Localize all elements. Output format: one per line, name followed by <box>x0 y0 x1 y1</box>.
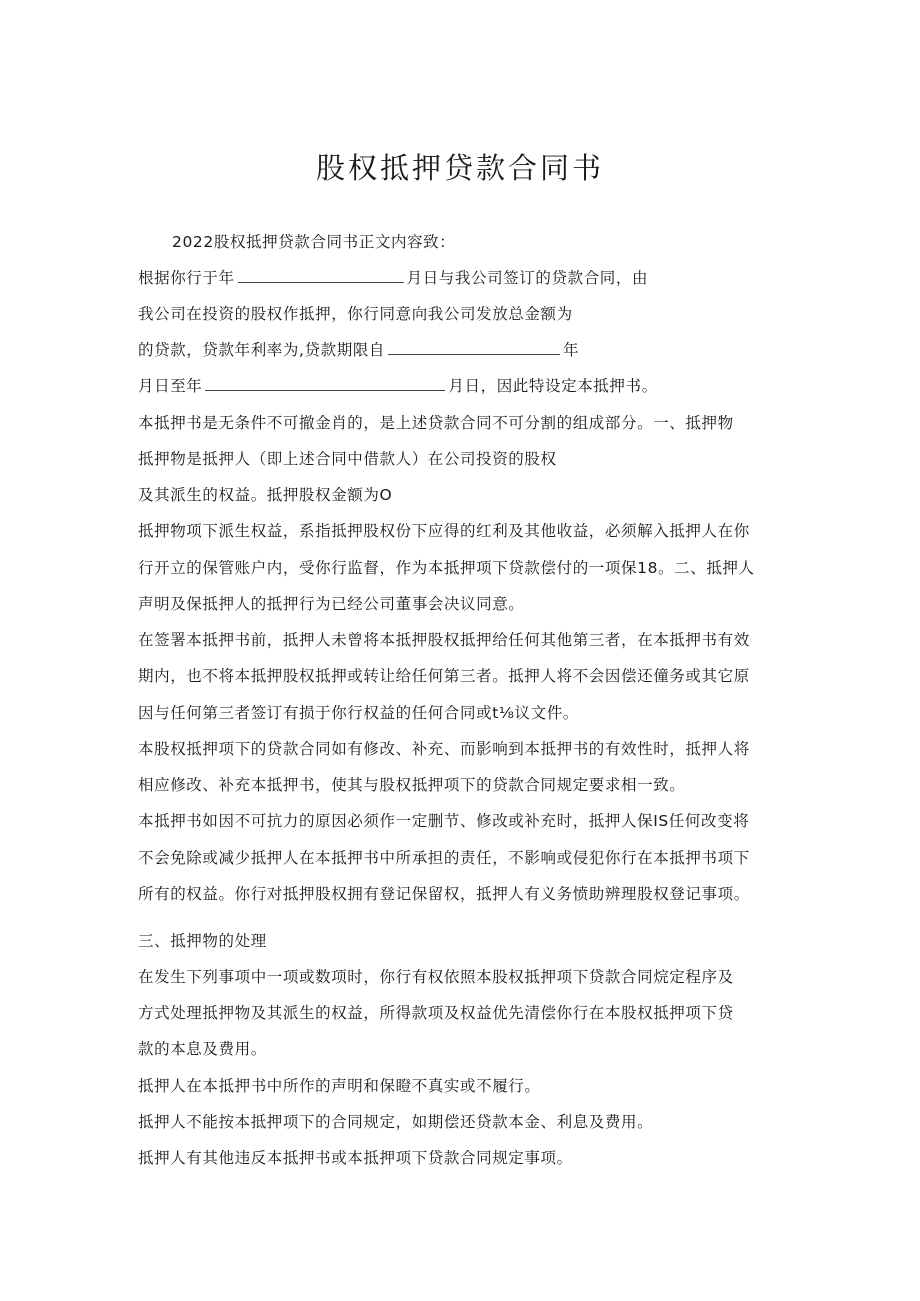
intro-line: 2022股权抵押贷款合同书正文内容致： <box>172 233 456 251</box>
text-line: 期内，也不将本抵押股权抵押或转让给任何第三者。抵押人将不会因偿还僮务或其它原 <box>138 667 750 685</box>
text-line: 抵押人有其他违反本抵押书或本抵押项下贷款合同规定事项。 <box>138 1149 573 1167</box>
text-line: 声明及保抵押人的抵押行为已经公司董事会决议同意。 <box>138 595 525 613</box>
text-line: 抵押人在本抵押书中所作的声明和保瞪不真实或不履行。 <box>138 1077 541 1095</box>
section-heading: 三、抵押物的处理 <box>138 932 267 950</box>
text-line: 月日至年 月日，因此特设定本抵押书。 <box>138 377 658 395</box>
text-line: 款的本息及费用。 <box>138 1040 267 1058</box>
text-line: 在发生下列事项中一项或数项时，你行有权依照本股权抵押项下贷款合同烷定程序及 <box>138 968 734 986</box>
text-line: 及其派生的权益。抵押股权金额为O <box>138 486 393 504</box>
text-line: 的贷款，贷款年利率为,贷款期限自 年 <box>138 341 580 359</box>
fill-in-blank <box>238 268 404 283</box>
text-line: 因与任何第三者签订有损于你行权益的任何合同或t⅛议文件。 <box>138 704 579 722</box>
text-line: 本抵押书是无条件不可撤金肖的，是上述贷款合同不可分割的组成部分。一、抵押物 <box>138 414 734 432</box>
text-line: 本抵押书如因不可抗力的原因必须作一定删节、修改或补充时，抵押人保IS任何改变将 <box>138 812 750 830</box>
text-line: 抵押物是抵押人（即上述合同中借款人）在公司投资的股权 <box>138 450 557 468</box>
text-line: 所有的权益。你行对抵押股权拥有登记保留权，抵押人有义务愤助辨理股权登记事项。 <box>138 885 750 903</box>
text-line: 本股权抵押项下的贷款合同如有修改、补充、而影响到本抵押书的有效性时，抵押人将 <box>138 740 750 758</box>
text-line: 相应修改、补充本抵押书，使其与股权抵押项下的贷款合同规定要求相一致。 <box>138 776 686 794</box>
text-line: 我公司在投资的股权作抵押，你行同意向我公司发放总金额为 <box>138 305 573 323</box>
text-line: 根据你行于年 月日与我公司签订的贷款合同，由 <box>138 269 649 287</box>
fill-in-blank <box>388 340 560 355</box>
text-line: 抵押物项下派生权益，系指抵押股权份下应得的红利及其他收益，必须解入抵押人在你 <box>138 522 750 540</box>
text-line: 方式处理抵押物及其派生的权益，所得款项及权益优先清偿你行在本股权抵押项下贷 <box>138 1004 734 1022</box>
text-line: 不会免除或减少抵押人在本抵押书中所承担的责任，不影响或侵犯你行在本抵押书项下 <box>138 849 750 867</box>
text-line: 行开立的保管账户内，受你行监督，作为本抵押项下贷款偿付的一项保18。二、抵押人 <box>138 559 755 577</box>
text-line: 抵押人不能按本抵押项下的合同规定，如期偿还贷款本金、利息及费用。 <box>138 1113 654 1131</box>
text-line: 在签署本抵押书前，抵押人未曾将本抵押股权抵押给任何其他第三者，在本抵押书有效 <box>138 631 750 649</box>
fill-in-blank <box>205 376 445 391</box>
document-title: 股权抵押贷款合同书 <box>315 151 604 185</box>
